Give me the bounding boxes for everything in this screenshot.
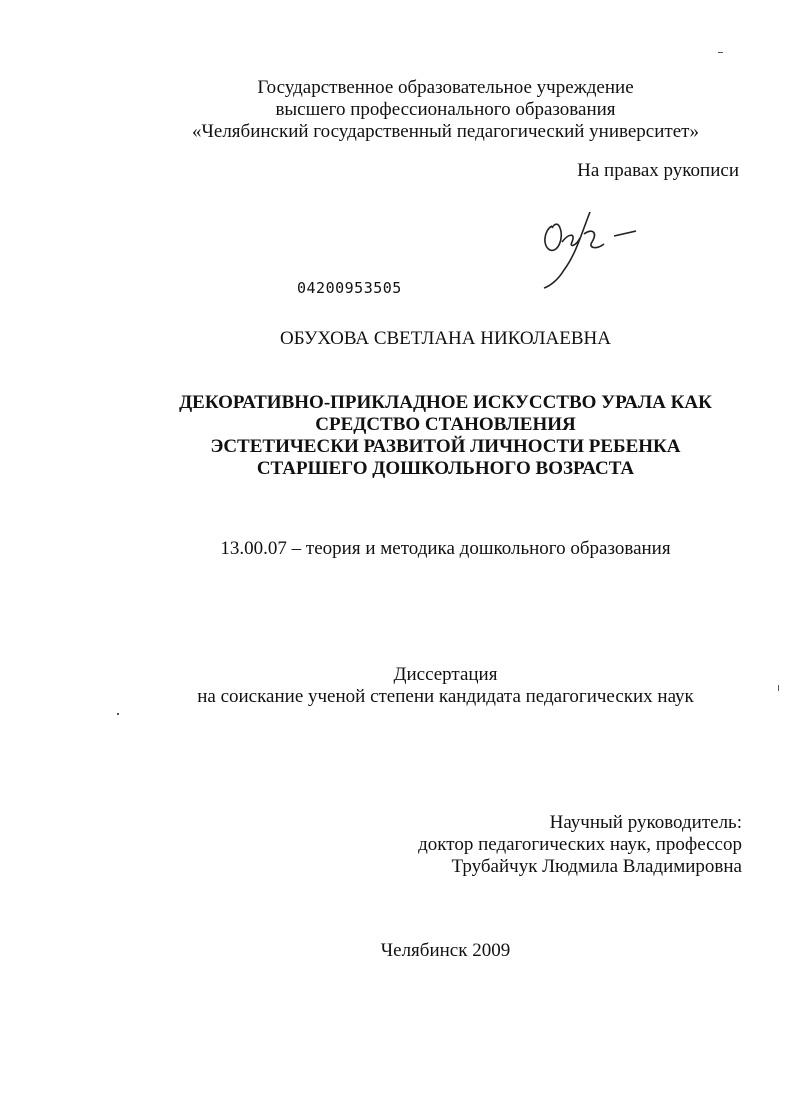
degree-line: на соискание ученой степени кандидата педагогических наук (197, 686, 694, 707)
rights-note: На правах рукописи (577, 160, 739, 181)
scan-speck (718, 52, 723, 53)
institution-line: высшего профессионального образования (275, 99, 616, 120)
institution-header (46, 77, 799, 143)
title-line: СРЕДСТВО СТАНОВЛЕНИЯ (315, 414, 576, 435)
city-year: Челябинск 2009 (380, 940, 511, 961)
title-line: ДЕКОРАТИВНО-ПРИКЛАДНОЕ ИСКУССТВО УРАЛА КАК (179, 392, 712, 413)
archive-number: 04200953505 (297, 279, 402, 297)
degree-line: Диссертация (393, 664, 498, 685)
degree-statement (46, 664, 799, 708)
title-line: СТАРШЕГО ДОШКОЛЬНОГО ВОЗРАСТА (256, 458, 635, 479)
advisor-line: доктор педагогических наук, профессор (418, 834, 742, 855)
advisor-line: Трубайчук Людмила Владимировна (451, 856, 742, 877)
specialty-code: 13.00.07 – теория и методика дошкольного образования (220, 538, 671, 559)
scan-speck (778, 685, 779, 691)
dissertation-title (46, 392, 799, 480)
author-name: ОБУХОВА СВЕТЛАНА НИКОЛАЕВНА (280, 328, 611, 349)
handwritten-signature (532, 198, 652, 298)
institution-line: «Челябинский государственный педагогический университет» (192, 121, 699, 142)
advisor-line: Научный руководитель: (549, 812, 742, 833)
scan-speck (117, 713, 119, 715)
institution-line: Государственное образовательное учреждение (257, 77, 634, 98)
title-line: ЭСТЕТИЧЕСКИ РАЗВИТОЙ ЛИЧНОСТИ РЕБЕНКА (210, 436, 681, 457)
scientific-advisor (418, 812, 742, 878)
